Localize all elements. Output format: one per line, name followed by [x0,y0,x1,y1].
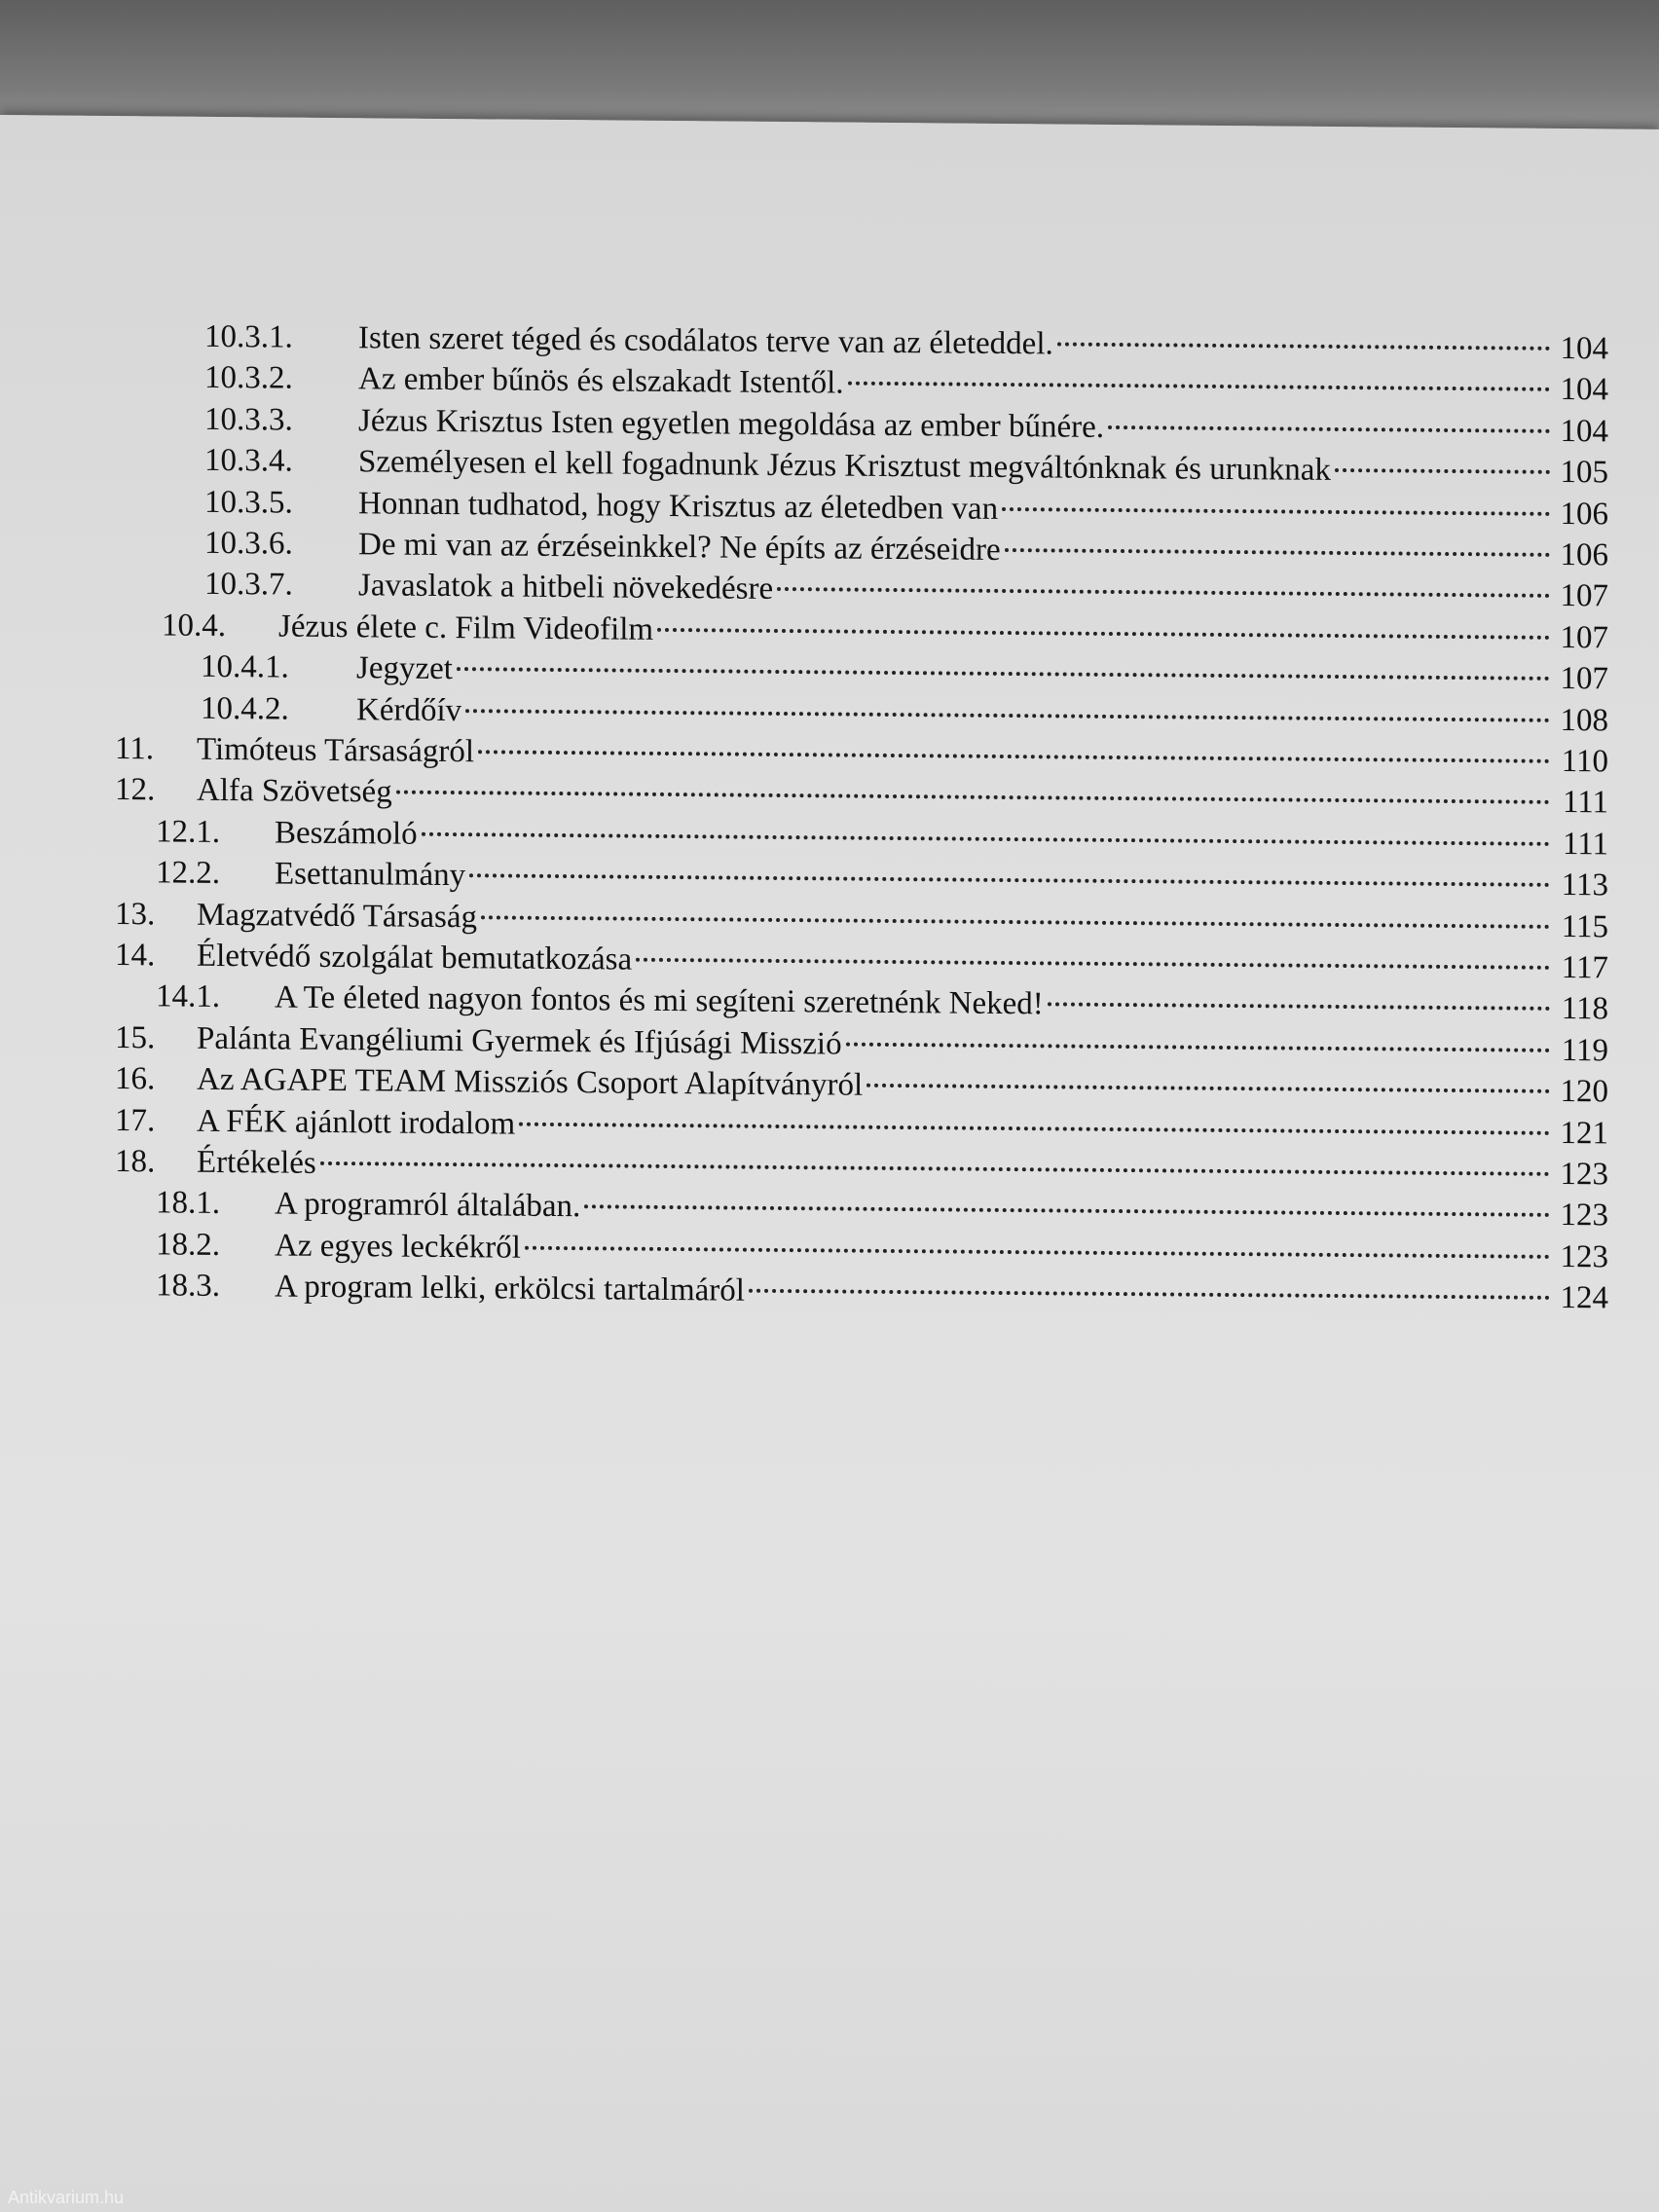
toc-entry-number: 10.3.7. [204,567,293,604]
toc-dot-leader [525,1218,1550,1266]
toc-entry-number: 15. [115,1019,156,1056]
toc-dot-leader [866,1056,1550,1101]
toc-dot-leader [636,931,1550,977]
toc-entry-page: 108 [1560,702,1608,739]
toc-entry-number: 10.4. [162,608,226,644]
toc-entry-title: De mi van az érzéseinkkel? Ne építs az érzéseidre [358,527,1001,568]
toc-entry-title: Jézus Krisztus Isten egyetlen megoldása az ember bűnére. [358,403,1105,445]
toc-entry-title: A FÉK ajánlott irodalom [197,1103,516,1142]
toc-entry-title: Magzatvédő Társaság [197,897,478,935]
watermark: Antikvarium.hu [8,2188,125,2207]
toc-dot-leader [478,722,1550,771]
toc-dot-leader [1002,480,1550,524]
toc-entry-title: Kérdőív [356,691,462,728]
toc-entry-title: Javaslatok a hitbeli növekedésre [358,568,774,608]
toc-dot-leader [1108,398,1550,441]
toc-entry-number: 10.3.2. [204,360,293,397]
toc-entry-number: 10.3.1. [204,318,293,355]
toc-entry-number: 12.2. [156,855,220,892]
toc-entry-title: Jegyzet [356,650,453,687]
toc-dot-leader [848,354,1550,399]
toc-entry-number: 10.4.2. [201,690,289,727]
toc-entry-page: 123 [1560,1198,1608,1234]
toc-entry-title: Az egyes leckékről [275,1228,521,1266]
toc-entry-title: Honnan tudhatod, hogy Krisztus az életedben van [358,485,999,527]
toc-entry-number: 10.3.6. [204,525,293,562]
toc-dot-leader [1048,976,1550,1019]
toc-dot-leader [777,560,1550,606]
toc-dot-leader [457,640,1550,688]
book-page [0,115,1659,2212]
toc-entry-title: Isten szeret téged és csodálatos terve van az életeddel. [358,320,1053,362]
toc-dot-leader [846,1014,1550,1059]
toc-entry-number: 18.1. [156,1185,220,1222]
toc-dot-leader [749,1262,1550,1308]
toc-entry-number: 12. [115,772,156,808]
toc-entry-number: 18. [115,1144,156,1180]
toc-entry-number: 16. [115,1061,156,1097]
toc-dot-leader [657,601,1550,647]
toc-entry-page: 123 [1560,1238,1608,1275]
toc-entry-number: 17. [115,1102,156,1138]
toc-dot-leader [1057,314,1550,357]
toc-entry-page: 111 [1562,826,1608,863]
toc-entry-number: 14.1. [156,978,220,1015]
toc-entry-page: 104 [1560,413,1608,450]
toc-dot-leader [1005,521,1550,565]
toc-entry-title: Jézus élete c. Film Videofilm [278,608,654,647]
toc-entry-page: 120 [1560,1074,1608,1110]
toc-entry-page: 105 [1560,455,1608,491]
toc-dot-leader [465,682,1550,730]
toc-entry-title: A program lelki, erkölcsi tartalmáról [275,1269,745,1309]
toc-entry-page: 107 [1560,578,1608,614]
toc-entry-page: 119 [1561,1032,1608,1069]
toc-entry-number: 10.4.1. [201,648,289,685]
toc-entry-number: 11. [115,731,155,767]
toc-entry-page: 113 [1561,867,1608,903]
toc-entry-page: 110 [1561,743,1608,780]
toc-entry-page: 123 [1560,1156,1608,1193]
toc-entry-title: Beszámoló [275,815,418,852]
toc-entry-page: 107 [1560,661,1608,697]
toc-entry-page: 111 [1562,785,1608,821]
toc-entry-title: Az AGAPE TEAM Missziós Csoport Alapítványról [197,1061,864,1103]
toc-entry-title: Értékelés [197,1144,316,1181]
toc-entry-title: Timóteus Társaságról [197,731,475,770]
toc-dot-leader [481,888,1550,937]
toc-dot-leader [1335,441,1550,482]
toc-entry-page: 118 [1561,991,1608,1027]
toc-entry-number: 13. [115,896,156,932]
toc-entry-number: 10.3.4. [204,443,293,479]
toc-entry-number: 14. [115,938,156,974]
toc-entry-number: 18.3. [156,1268,220,1305]
toc-entry-page: 124 [1560,1280,1608,1316]
toc-entry-number: 18.2. [156,1227,220,1263]
toc-dot-leader [584,1178,1550,1226]
toc-entry-page: 104 [1560,372,1608,408]
toc-entry-title: Esettanulmány [275,856,466,894]
toc-entry-number: 10.3.5. [204,484,293,521]
toc-entry-page: 117 [1561,949,1608,986]
toc-entry-page: 104 [1560,330,1608,367]
toc-entry-number: 12.1. [156,814,220,850]
toc-dot-leader [469,846,1550,895]
toc-dot-leader [519,1094,1550,1142]
toc-entry-page: 115 [1561,908,1608,945]
toc-entry-title: Palánta Evangéliumi Gyermek és Ifjúsági Misszió [197,1020,842,1062]
toc-entry-page: 121 [1560,1115,1608,1152]
toc-entry-number: 10.3.3. [204,401,293,438]
toc-entry-page: 106 [1560,496,1608,533]
toc-entry-title: Személyesen el kell fogadnunk Jézus Krisztust megváltónknak és urunknak [358,444,1331,489]
toc-entry-title: Az ember bűnös és elszakadt Istentől. [358,361,844,401]
toc-entry-title: Alfa Szövetség [197,773,392,810]
toc-entry-title: A programról általában. [275,1186,581,1225]
table-of-contents [0,115,1659,1316]
toc-entry-title: Életvédő szolgálat bemutatkozása [197,938,633,977]
toc-entry-page: 106 [1560,536,1608,573]
toc-entry-title: A Te életed nagyon fontos és mi segíteni szeretnénk Neked! [275,979,1044,1022]
toc-entry-page: 107 [1560,619,1608,656]
